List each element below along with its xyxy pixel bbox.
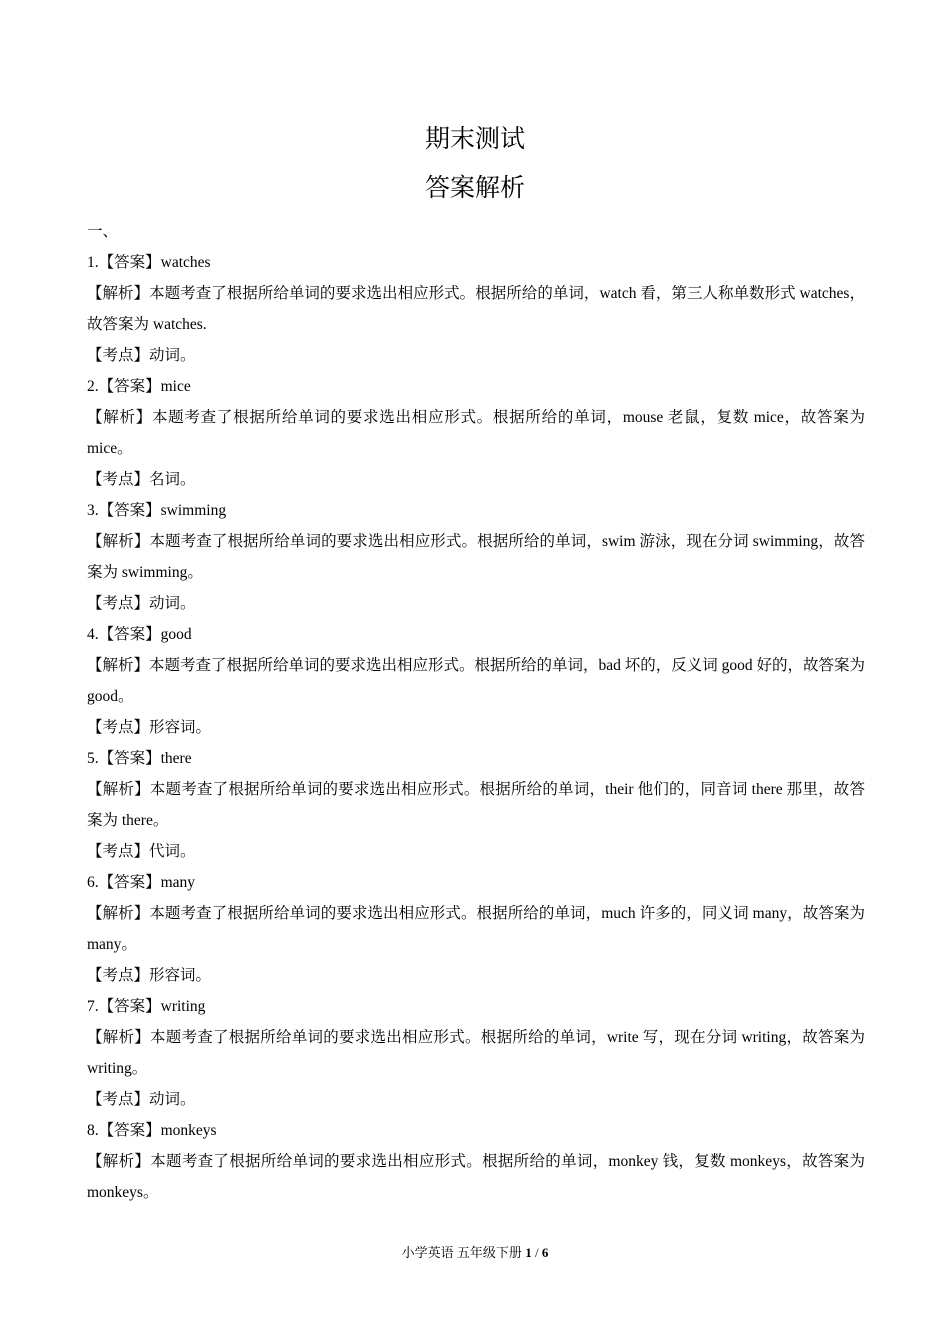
item-analysis: 【解析】本题考查了根据所给单词的要求选出相应形式。根据所给的单词，much 许多的，同义词 many，故答案为 many。 bbox=[87, 905, 865, 953]
item-analysis: 【解析】本题考查了根据所给单词的要求选出相应形式。根据所给的单词，watch 看，第三人称单数形式 watches，故答案为 watches. bbox=[87, 285, 865, 333]
item-answer: 7.【答案】writing bbox=[87, 998, 206, 1015]
page-subtitle: 答案解析 bbox=[424, 175, 525, 202]
page-title: 期末测试 bbox=[424, 126, 525, 153]
item-answer: 5.【答案】there bbox=[87, 750, 192, 767]
page-footer bbox=[0, 1244, 950, 1262]
item-analysis: 【解析】本题考查了根据所给单词的要求选出相应形式。根据所给的单词，swim 游泳，现在分词 swimming，故答案为 swimming。 bbox=[87, 533, 865, 581]
item-point: 【考点】形容词。 bbox=[87, 719, 212, 736]
item-analysis: 【解析】本题考查了根据所给单词的要求选出相应形式。根据所给的单词，bad 坏的，反义词 good 好的，故答案为 good。 bbox=[87, 657, 866, 705]
item-analysis: 【解析】本题考查了根据所给单词的要求选出相应形式。根据所给的单词，write 写，现在分词 writing，故答案为 writing。 bbox=[87, 1029, 865, 1077]
footer-page-number: 1 bbox=[525, 1245, 532, 1260]
item-analysis: 【解析】本题考查了根据所给单词的要求选出相应形式。根据所给的单词，mouse 老鼠，复数 mice，故答案为 mice。 bbox=[87, 409, 865, 457]
footer-page-total: 6 bbox=[541, 1245, 549, 1260]
item-answer: 8.【答案】monkeys bbox=[87, 1122, 217, 1139]
section-heading: 一、 bbox=[87, 223, 119, 240]
item-analysis: 【解析】本题考查了根据所给单词的要求选出相应形式。根据所给的单词，monkey 钱，复数 monkeys，故答案为 monkeys。 bbox=[87, 1153, 865, 1201]
item-point: 【考点】动词。 bbox=[87, 347, 196, 364]
item-answer: 1.【答案】watches bbox=[87, 254, 211, 271]
item-point: 【考点】动词。 bbox=[87, 1091, 196, 1108]
item-point: 【考点】名词。 bbox=[87, 471, 196, 488]
item-point: 【考点】动词。 bbox=[87, 595, 196, 612]
footer-label: 小学英语 五年级下册 bbox=[401, 1245, 522, 1260]
item-answer: 2.【答案】mice bbox=[87, 378, 191, 395]
answer-list bbox=[87, 216, 865, 1208]
item-point: 【考点】形容词。 bbox=[87, 967, 212, 984]
item-answer: 3.【答案】swimming bbox=[87, 502, 227, 519]
item-answer: 4.【答案】good bbox=[87, 626, 192, 643]
item-point: 【考点】代词。 bbox=[87, 843, 196, 860]
item-analysis: 【解析】本题考查了根据所给单词的要求选出相应形式。根据所给的单词，their 他们的，同音词 there 那里，故答案为 there。 bbox=[87, 781, 865, 829]
item-answer: 6.【答案】many bbox=[87, 874, 196, 891]
footer-separator: / bbox=[534, 1245, 539, 1260]
